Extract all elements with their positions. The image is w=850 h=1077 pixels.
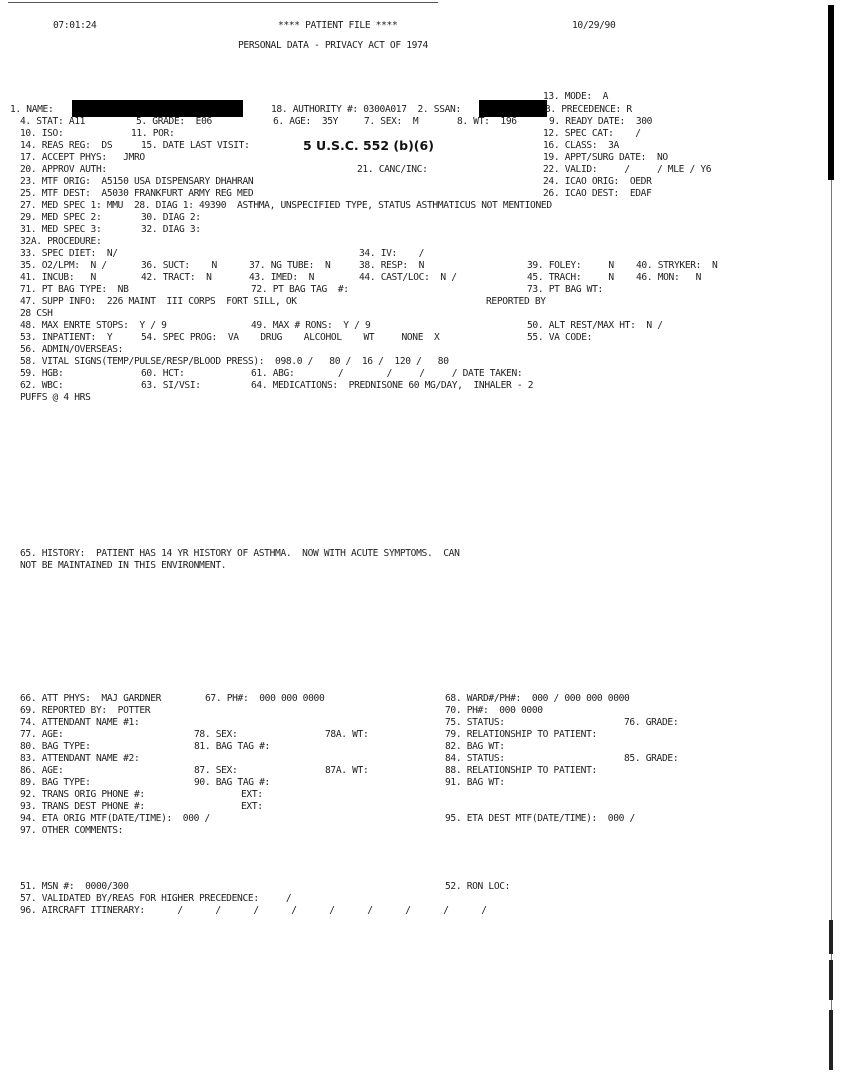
- form-field-text: 38. RESP: N: [359, 260, 425, 271]
- form-field-text: 40. STRYKER: N: [636, 260, 718, 271]
- form-field-text: 62. WBC:: [20, 380, 64, 391]
- form-field-text: 50. ALT REST/MAX HT: N /: [527, 320, 663, 331]
- form-field-text: 37. NG TUBE: N: [249, 260, 331, 271]
- form-field-text: 97. OTHER COMMENTS:: [20, 825, 124, 836]
- form-field-text: 79. RELATIONSHIP TO PATIENT:: [445, 729, 597, 740]
- form-field-text: 24. ICAO ORIG: OEDR: [543, 176, 652, 187]
- form-field-text: 6. AGE: 35Y: [273, 116, 339, 127]
- form-field-text: 58. VITAL SIGNS(TEMP/PULSE/RESP/BLOOD PRESS): 098.0 / 80 / 16 / 120 / 80: [20, 356, 449, 367]
- form-field-text: 78. SEX:: [194, 729, 238, 740]
- form-field-text: 65. HISTORY: PATIENT HAS 14 YR HISTORY OF ASTHMA. NOW WITH ACUTE SYMPTOMS. CAN: [20, 548, 460, 559]
- form-field-text: 22. VALID: / / MLE / Y6: [543, 164, 712, 175]
- form-field-text: 90. BAG TAG #:: [194, 777, 270, 788]
- form-field-text: 93. TRANS DEST PHONE #:: [20, 801, 145, 812]
- form-field-text: 48. MAX ENRTE STOPS: Y / 9: [20, 320, 167, 331]
- scan-edge-mark: [829, 1010, 833, 1070]
- form-field-text: 56. ADMIN/OVERSEAS:: [20, 344, 124, 355]
- form-field-text: 59. HGB:: [20, 368, 64, 379]
- form-field-text: 34. IV: /: [359, 248, 425, 259]
- ssan-redaction: [479, 100, 547, 117]
- form-field-text: 68. WARD#/PH#: 000 / 000 000 0000: [445, 693, 630, 704]
- form-field-text: 9. READY DATE: 300: [549, 116, 653, 127]
- form-field-text: 52. RON LOC:: [445, 881, 511, 892]
- form-field-text: 25. MTF DEST: A5030 FRANKFURT ARMY REG MED: [20, 188, 254, 199]
- form-field-text: 35. O2/LPM: N /: [20, 260, 107, 271]
- print-date: 10/29/90: [572, 20, 616, 31]
- scan-edge-mark: [829, 960, 833, 1000]
- form-field-text: 88. RELATIONSHIP TO PATIENT:: [445, 765, 597, 776]
- form-field-text: 41. INCUB: N: [20, 272, 96, 283]
- form-field-text: 32A. PROCEDURE:: [20, 236, 102, 247]
- form-field-text: 3. PRECEDENCE: R: [545, 104, 632, 115]
- form-field-text: 20. APPROV AUTH:: [20, 164, 107, 175]
- privacy-act-subtitle: PERSONAL DATA - PRIVACY ACT OF 1974: [238, 40, 428, 51]
- form-field-text: 85. GRADE:: [624, 753, 679, 764]
- form-field-text: 51. MSN #: 0000/300: [20, 881, 129, 892]
- form-field-text: EXT:: [241, 789, 263, 800]
- form-field-text: 47. SUPP INFO: 226 MAINT III CORPS FORT SILL, OK: [20, 296, 297, 307]
- form-field-text: 94. ETA ORIG MTF(DATE/TIME): 000 /: [20, 813, 210, 824]
- form-field-text: 49. MAX # RONS: Y / 9: [251, 320, 371, 331]
- form-field-text: 45. TRACH: N: [527, 272, 614, 283]
- form-field-text: PUFFS @ 4 HRS: [20, 392, 91, 403]
- form-field-text: 61. ABG: / / / / DATE TAKEN:: [251, 368, 523, 379]
- form-field-text: 77. AGE:: [20, 729, 64, 740]
- form-field-text: 82. BAG WT:: [445, 741, 505, 752]
- form-field-text: 18. AUTHORITY #: 0300A017 2. SSAN:: [271, 104, 461, 115]
- form-field-text: 36. SUCT: N: [141, 260, 217, 271]
- form-field-text: 67. PH#: 000 000 0000: [205, 693, 325, 704]
- form-field-text: 53. INPATIENT: Y: [20, 332, 113, 343]
- scan-edge-mark: [829, 920, 833, 954]
- form-field-text: REPORTED BY: [486, 296, 546, 307]
- form-field-text: 16. CLASS: 3A: [543, 140, 619, 151]
- form-field-text: 95. ETA DEST MTF(DATE/TIME): 000 /: [445, 813, 635, 824]
- name-redaction: [72, 100, 243, 117]
- form-field-text: 84. STATUS:: [445, 753, 505, 764]
- form-field-text: 29. MED SPEC 2:: [20, 212, 102, 223]
- form-field-text: 64. MEDICATIONS: PREDNISONE 60 MG/DAY, INHALER - 2: [251, 380, 534, 391]
- form-field-text: EXT:: [241, 801, 263, 812]
- scan-edge-bar: [828, 5, 834, 180]
- form-field-text: 80. BAG TYPE:: [20, 741, 91, 752]
- form-field-text: 23. MTF ORIG: A5150 USA DISPENSARY DHAHRAN: [20, 176, 254, 187]
- form-field-text: 55. VA CODE:: [527, 332, 593, 343]
- form-field-text: 33. SPEC DIET: N/: [20, 248, 118, 259]
- top-rule: [8, 2, 438, 3]
- form-field-text: 57. VALIDATED BY/REAS FOR HIGHER PRECEDENCE: /: [20, 893, 292, 904]
- form-field-text: 42. TRACT: N: [141, 272, 212, 283]
- form-field-text: 30. DIAG 2:: [141, 212, 201, 223]
- form-field-text: 92. TRANS ORIG PHONE #:: [20, 789, 145, 800]
- form-field-text: 70. PH#: 000 0000: [445, 705, 543, 716]
- foia-exemption-stamp: 5 U.S.C. 552 (b)(6): [303, 138, 434, 153]
- form-field-text: 46. MON: N: [636, 272, 702, 283]
- form-field-text: 26. ICAO DEST: EDAF: [543, 188, 652, 199]
- form-field-text: 66. ATT PHYS: MAJ GARDNER: [20, 693, 162, 704]
- print-time: 07:01:24: [53, 20, 97, 31]
- form-field-text: 28 CSH: [20, 308, 53, 319]
- form-field-text: 1. NAME:: [10, 104, 54, 115]
- form-field-text: 17. ACCEPT PHYS: JMRO: [20, 152, 145, 163]
- form-field-text: 8. WT: 196: [457, 116, 517, 127]
- form-field-text: 71. PT BAG TYPE: NB: [20, 284, 129, 295]
- form-field-text: 14. REAS REG: DS: [20, 140, 113, 151]
- form-field-text: 39. FOLEY: N: [527, 260, 614, 271]
- form-field-text: NOT BE MAINTAINED IN THIS ENVIRONMENT.: [20, 560, 227, 571]
- form-field-text: 86. AGE:: [20, 765, 64, 776]
- form-field-text: 5. GRADE: E06: [136, 116, 212, 127]
- form-field-text: 74. ATTENDANT NAME #1:: [20, 717, 140, 728]
- form-field-text: 91. BAG WT:: [445, 777, 505, 788]
- form-field-text: 96. AIRCRAFT ITINERARY: / / / / / / / / /: [20, 905, 487, 916]
- form-field-text: 13. MODE: A: [543, 91, 609, 102]
- form-field-text: 21. CANC/INC:: [357, 164, 428, 175]
- form-field-text: 87A. WT:: [325, 765, 369, 776]
- form-field-text: 43. IMED: N: [249, 272, 315, 283]
- form-field-text: 7. SEX: M: [364, 116, 419, 127]
- form-field-text: 19. APPT/SURG DATE: NO: [543, 152, 668, 163]
- form-field-text: 76. GRADE:: [624, 717, 679, 728]
- form-field-text: 83. ATTENDANT NAME #2:: [20, 753, 140, 764]
- form-field-text: 4. STAT: A11: [20, 116, 86, 127]
- form-field-text: 72. PT BAG TAG #:: [251, 284, 349, 295]
- form-field-text: 10. ISO:: [20, 128, 64, 139]
- form-field-text: 32. DIAG 3:: [141, 224, 201, 235]
- document-title: **** PATIENT FILE ****: [278, 20, 398, 31]
- form-field-text: 87. SEX:: [194, 765, 238, 776]
- form-field-text: 69. REPORTED BY: POTTER: [20, 705, 151, 716]
- form-field-text: 73. PT BAG WT:: [527, 284, 603, 295]
- form-field-text: 44. CAST/LOC: N /: [359, 272, 457, 283]
- form-field-text: 31. MED SPEC 3:: [20, 224, 102, 235]
- form-field-text: 11. POR:: [131, 128, 175, 139]
- form-field-text: 81. BAG TAG #:: [194, 741, 270, 752]
- form-field-text: 27. MED SPEC 1: MMU 28. DIAG 1: 49390 ASTHMA, UNSPECIFIED TYPE, STATUS ASTHMATICUS NOT MENTIONED: [20, 200, 552, 211]
- form-field-text: 89. BAG TYPE:: [20, 777, 91, 788]
- form-field-text: 78A. WT:: [325, 729, 369, 740]
- form-field-text: 12. SPEC CAT: /: [543, 128, 641, 139]
- form-field-text: 15. DATE LAST VISIT:: [141, 140, 250, 151]
- form-field-text: 63. SI/VSI:: [141, 380, 201, 391]
- form-field-text: 60. HCT:: [141, 368, 185, 379]
- form-field-text: 75. STATUS:: [445, 717, 505, 728]
- form-field-text: 54. SPEC PROG: VA DRUG ALCOHOL WT NONE X: [141, 332, 440, 343]
